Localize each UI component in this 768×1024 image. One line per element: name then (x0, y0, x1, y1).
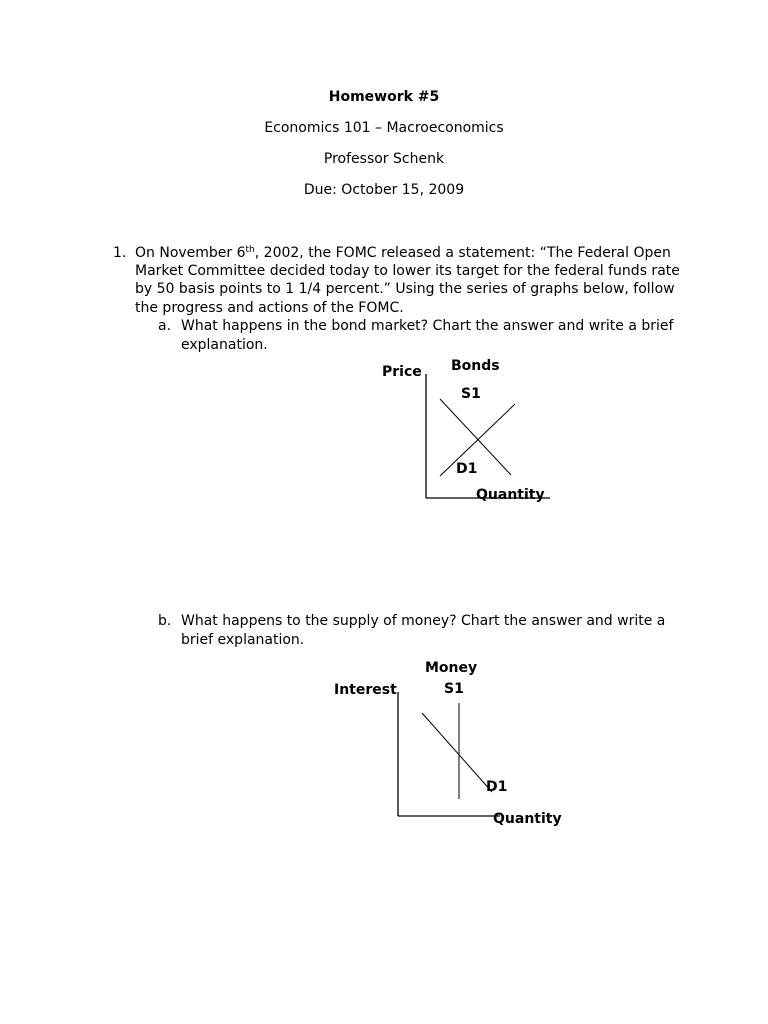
part-b-line-1: What happens to the supply of money? Chart the answer and write a (181, 613, 666, 629)
homework-title: Homework #5 (328, 89, 440, 105)
question-line-1-pre: On November 6 (135, 245, 246, 261)
money-x-axis-label: Quantity (493, 811, 562, 827)
bonds-supply-label: S1 (461, 386, 481, 402)
question-line-4: the progress and actions of the FOMC. (135, 300, 404, 316)
question-line-3: by 50 basis points to 1 1/4 percent.” Using the series of graphs below, follow (135, 281, 675, 297)
question-line-2: Market Committee decided today to lower its target for the federal funds rate (135, 263, 680, 279)
money-supply-label: S1 (444, 681, 464, 697)
money-demand-curve (422, 713, 492, 792)
due-date: Due: October 15, 2009 (303, 182, 465, 198)
bonds-y-axis-label: Price (382, 364, 422, 380)
part-b-line-2: brief explanation. (181, 632, 305, 648)
bonds-x-axis-label: Quantity (476, 487, 545, 503)
money-y-axis-label: Interest (334, 682, 397, 698)
question-number: 1. (113, 245, 127, 261)
money-demand-label: D1 (486, 779, 508, 795)
bonds-graph-title: Bonds (451, 358, 500, 374)
part-b-label: b. (158, 613, 172, 629)
question-line-1-post: , 2002, the FOMC released a statement: “The Federal Open (254, 245, 671, 261)
part-a-line-2: explanation. (181, 337, 268, 353)
bonds-demand-label: D1 (456, 461, 478, 477)
professor-name: Professor Schenk (323, 151, 445, 167)
course-name: Economics 101 – Macroeconomics (264, 120, 504, 136)
question-line-1-sup: th (245, 245, 255, 255)
part-a-line-1: What happens in the bond market? Chart the answer and write a brief (181, 318, 674, 334)
part-a-label: a. (158, 318, 172, 334)
money-graph-title: Money (425, 660, 478, 676)
